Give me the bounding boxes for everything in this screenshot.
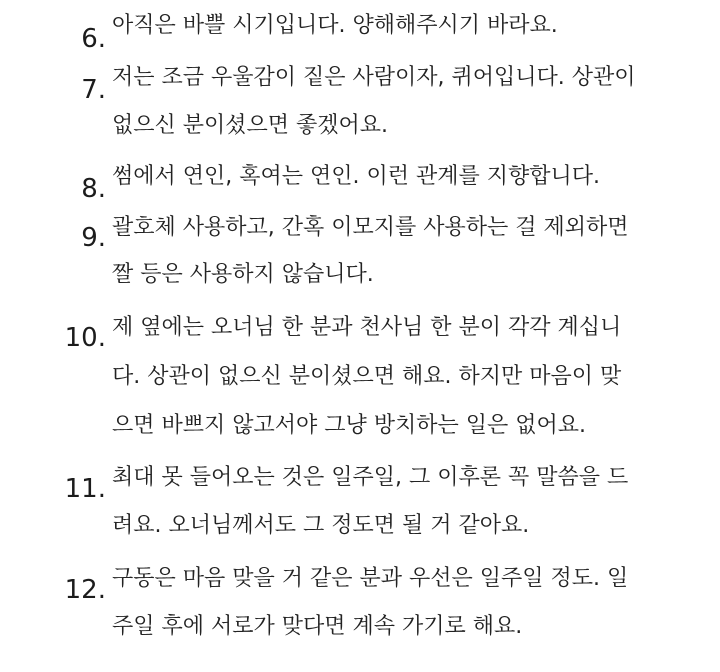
list-item-text-line: 아직은 바쁠 시기입니다. 양해해주시기 바라요. [112, 13, 558, 38]
list-item-text-line: 괄호체 사용하고, 간혹 이모지를 사용하는 걸 제외하면 [112, 215, 629, 240]
list-item-number: 10. [64, 323, 106, 353]
list-item-text-line: 최대 못 들어오는 것은 일주일, 그 이후론 꼭 말씀을 드 [112, 465, 629, 490]
list-item-number: 6. [81, 24, 106, 54]
list-item-number: 9. [81, 223, 106, 253]
list-item-number: 11. [64, 474, 106, 504]
list-item-text-line: 없으신 분이셨으면 좋겠어요. [112, 113, 389, 138]
list-item-text-line: 저는 조금 우울감이 짙은 사람이자, 퀴어입니다. 상관이 [112, 65, 636, 90]
list-item-text-line: 으면 바쁘지 않고서야 그냥 방치하는 일은 없어요. [112, 413, 586, 438]
list-item-text-line: 다. 상관이 없으신 분이셨으면 해요. 하지만 마음이 맞 [112, 364, 622, 389]
list-item-text-line: 주일 후에 서로가 맞다면 계속 가기로 해요. [112, 614, 523, 639]
list-item-text-line: 려요. 오너님께서도 그 정도면 될 거 같아요. [112, 513, 530, 538]
list-item-text-line: 짤 등은 사용하지 않습니다. [112, 262, 374, 287]
list-item-number: 7. [81, 75, 106, 105]
list-item-text-line: 구동은 마음 맞을 거 같은 분과 우선은 일주일 정도. 일 [112, 566, 629, 591]
list-item-number: 8. [81, 174, 106, 204]
list-item-text-line: 제 옆에는 오너님 한 분과 천사님 한 분이 각각 계십니 [112, 315, 622, 340]
list-item-text-line: 썸에서 연인, 혹여는 연인. 이런 관계를 지향합니다. [112, 164, 600, 189]
list-item-number: 12. [64, 575, 106, 605]
